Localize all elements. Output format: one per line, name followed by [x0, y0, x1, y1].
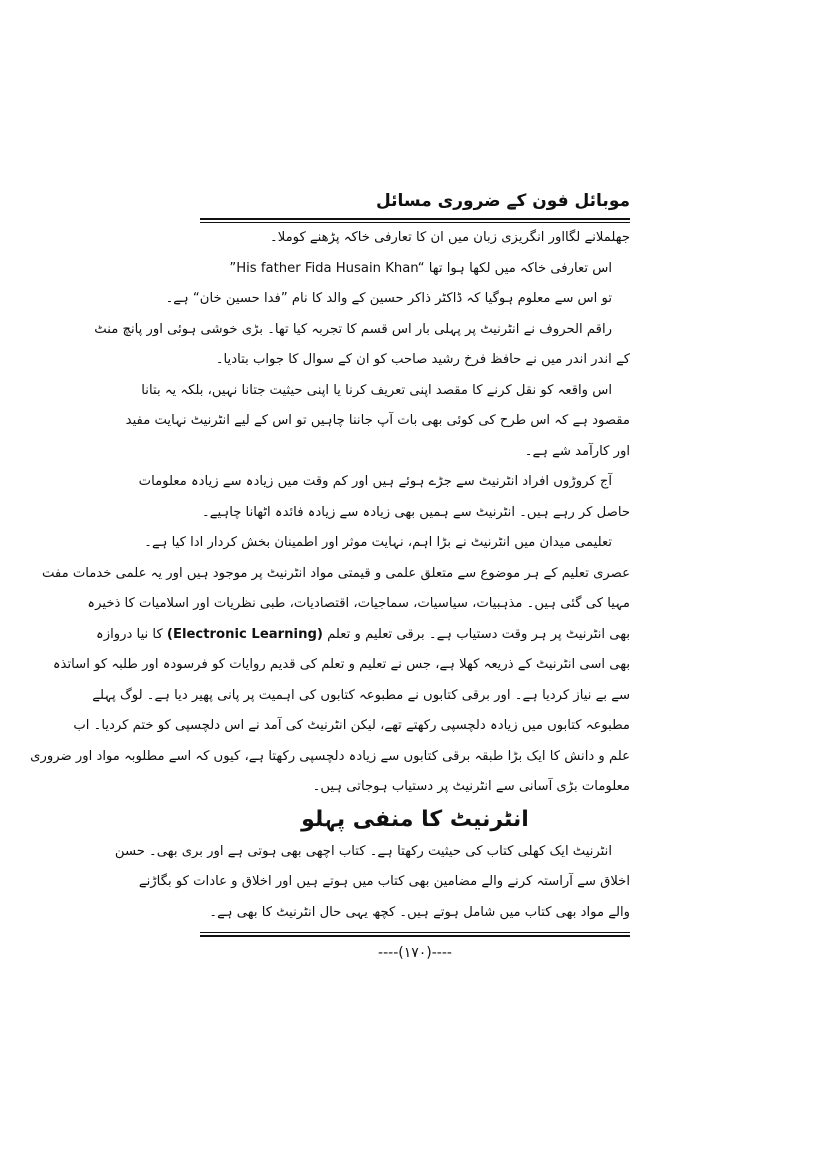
footer-divider: [200, 932, 630, 937]
english-quote: ”His father Fida Husain Khan“: [229, 260, 425, 276]
text-line: عصری تعلیم کے ہر موضوع سے متعلق علمی و قیمتی مواد انٹرنیٹ پر موجود ہیں اور یہ علمی خدمات مفت: [41, 565, 630, 581]
text-line: اس واقعہ کو نقل کرنے کا مقصد اپنی تعریف کرنا یا اپنی حیثیت جتانا نہیں، بلکہ یہ بتانا: [141, 382, 612, 398]
text-line: مہیا کی گئی ہیں۔ مذہبیات، سیاسیات، سماجیات، اقتصادیات، طبی نظریات اور اسلامیات کا ذخیرہ: [87, 596, 630, 611]
book-page: [30, 190, 630, 961]
text-line: والے مواد بھی کتاب میں شامل ہوتے ہیں۔ کچھ یہی حال انٹرنیٹ کا بھی ہے۔: [209, 904, 630, 920]
text-line: اخلاق سے آراستہ کرنے والے مضامین بھی کتاب میں ہوتے ہیں اور اخلاق و عادات کو بگاڑنے: [138, 874, 630, 889]
text-line: معلومات بڑی آسانی سے انٹرنیٹ پر دستیاب ہوجاتی ہیں۔: [312, 779, 630, 794]
text-line: مطبوعہ کتابوں میں زیادہ دلچسپی رکھتے تھے، لیکن انٹرنیٹ کی آمد نے اس دلچسپی کو ختم کردیا۔ اب: [73, 718, 630, 733]
text-line: انٹرنیٹ ایک کھلی کتاب کی حیثیت رکھتا ہے۔ کتاب اچھی بھی ہوتی ہے اور بری بھی۔ حسن: [114, 843, 612, 859]
english-term: (Electronic Learning): [166, 626, 323, 642]
text-line: کے اندر اندر میں نے حافظ فرخ رشید صاحب کو ان کے سوال کا جواب بتادیا۔: [215, 352, 630, 367]
header-divider: [200, 218, 630, 220]
text-line: اور کارآمد شے ہے۔: [524, 443, 630, 459]
text-line: آج کروڑوں افراد انٹرنیٹ سے جڑے ہوئے ہیں اور کم وقت میں زیادہ سے زیادہ معلومات: [138, 474, 612, 489]
page-number: ----(۱۷۰)----: [378, 945, 452, 961]
text-line: تو اس سے معلوم ہوگیا کہ ڈاکٹر ذاکر حسین کے والد کا نام ”فدا حسین خان“ ہے۔: [165, 291, 612, 306]
text-line: مقصود ہے کہ اس طرح کی کوئی بھی بات آپ جاننا چاہیں تو اس کے لیے انٹرنیٹ نہایت مفید: [125, 413, 630, 428]
text-line: علم و دانش کا ایک بڑا طبقہ برقی کتابوں سے زیادہ دلچسپی رکھتا ہے، کیوں کہ اسے مطلوبہ مواد اور ضروری: [30, 748, 630, 764]
quote-intro: اس تعارفی خاکہ میں لکھا ہوا تھا: [428, 260, 612, 276]
text-line: راقم الحروف نے انٹرنیٹ پر پہلی بار اس قسم کا تجربہ کیا تھا۔ بڑی خوشی ہوئی اور پانچ منٹ: [94, 321, 612, 337]
text-line: حاصل کر رہے ہیں۔ انٹرنیٹ سے ہمیں بھی زیادہ سے زیادہ فائدہ اٹھانا چاہیے۔: [202, 504, 630, 520]
text-line: بھی اسی انٹرنیٹ کے ذریعہ کھلا ہے، جس نے تعلیم و تعلم کی قدیم روایات کو فرسودہ اور طلبہ کو اساتذہ: [52, 657, 630, 672]
text-line: [200, 254, 630, 285]
text-line: جھلملانے لگااور انگریزی زبان میں ان کا تعارفی خاکہ پڑھنے کوملا۔: [269, 230, 630, 245]
line-start: بھی انٹرنیٹ پر ہر وقت دستیاب ہے۔ برقی تعلیم و تعلم: [327, 626, 630, 642]
section-heading: انٹرنیٹ کا منفی پہلو: [301, 806, 529, 832]
text-line: [96, 620, 630, 651]
text-line: سے بے نیاز کردیا ہے۔ اور برقی کتابوں نے مطبوعہ کتابوں کی اہمیت پر پانی پھیر دیا ہے۔ لوگ پہلے: [92, 687, 630, 703]
running-header: موبائل فون کے ضروری مسائل: [375, 191, 630, 211]
text-line: تعلیمی میدان میں انٹرنیٹ نے بڑا اہم، نہایت موثر اور اطمینان بخش کردار ادا کیا ہے۔: [144, 535, 612, 550]
line-end: کا نیا دروازہ: [96, 626, 163, 642]
